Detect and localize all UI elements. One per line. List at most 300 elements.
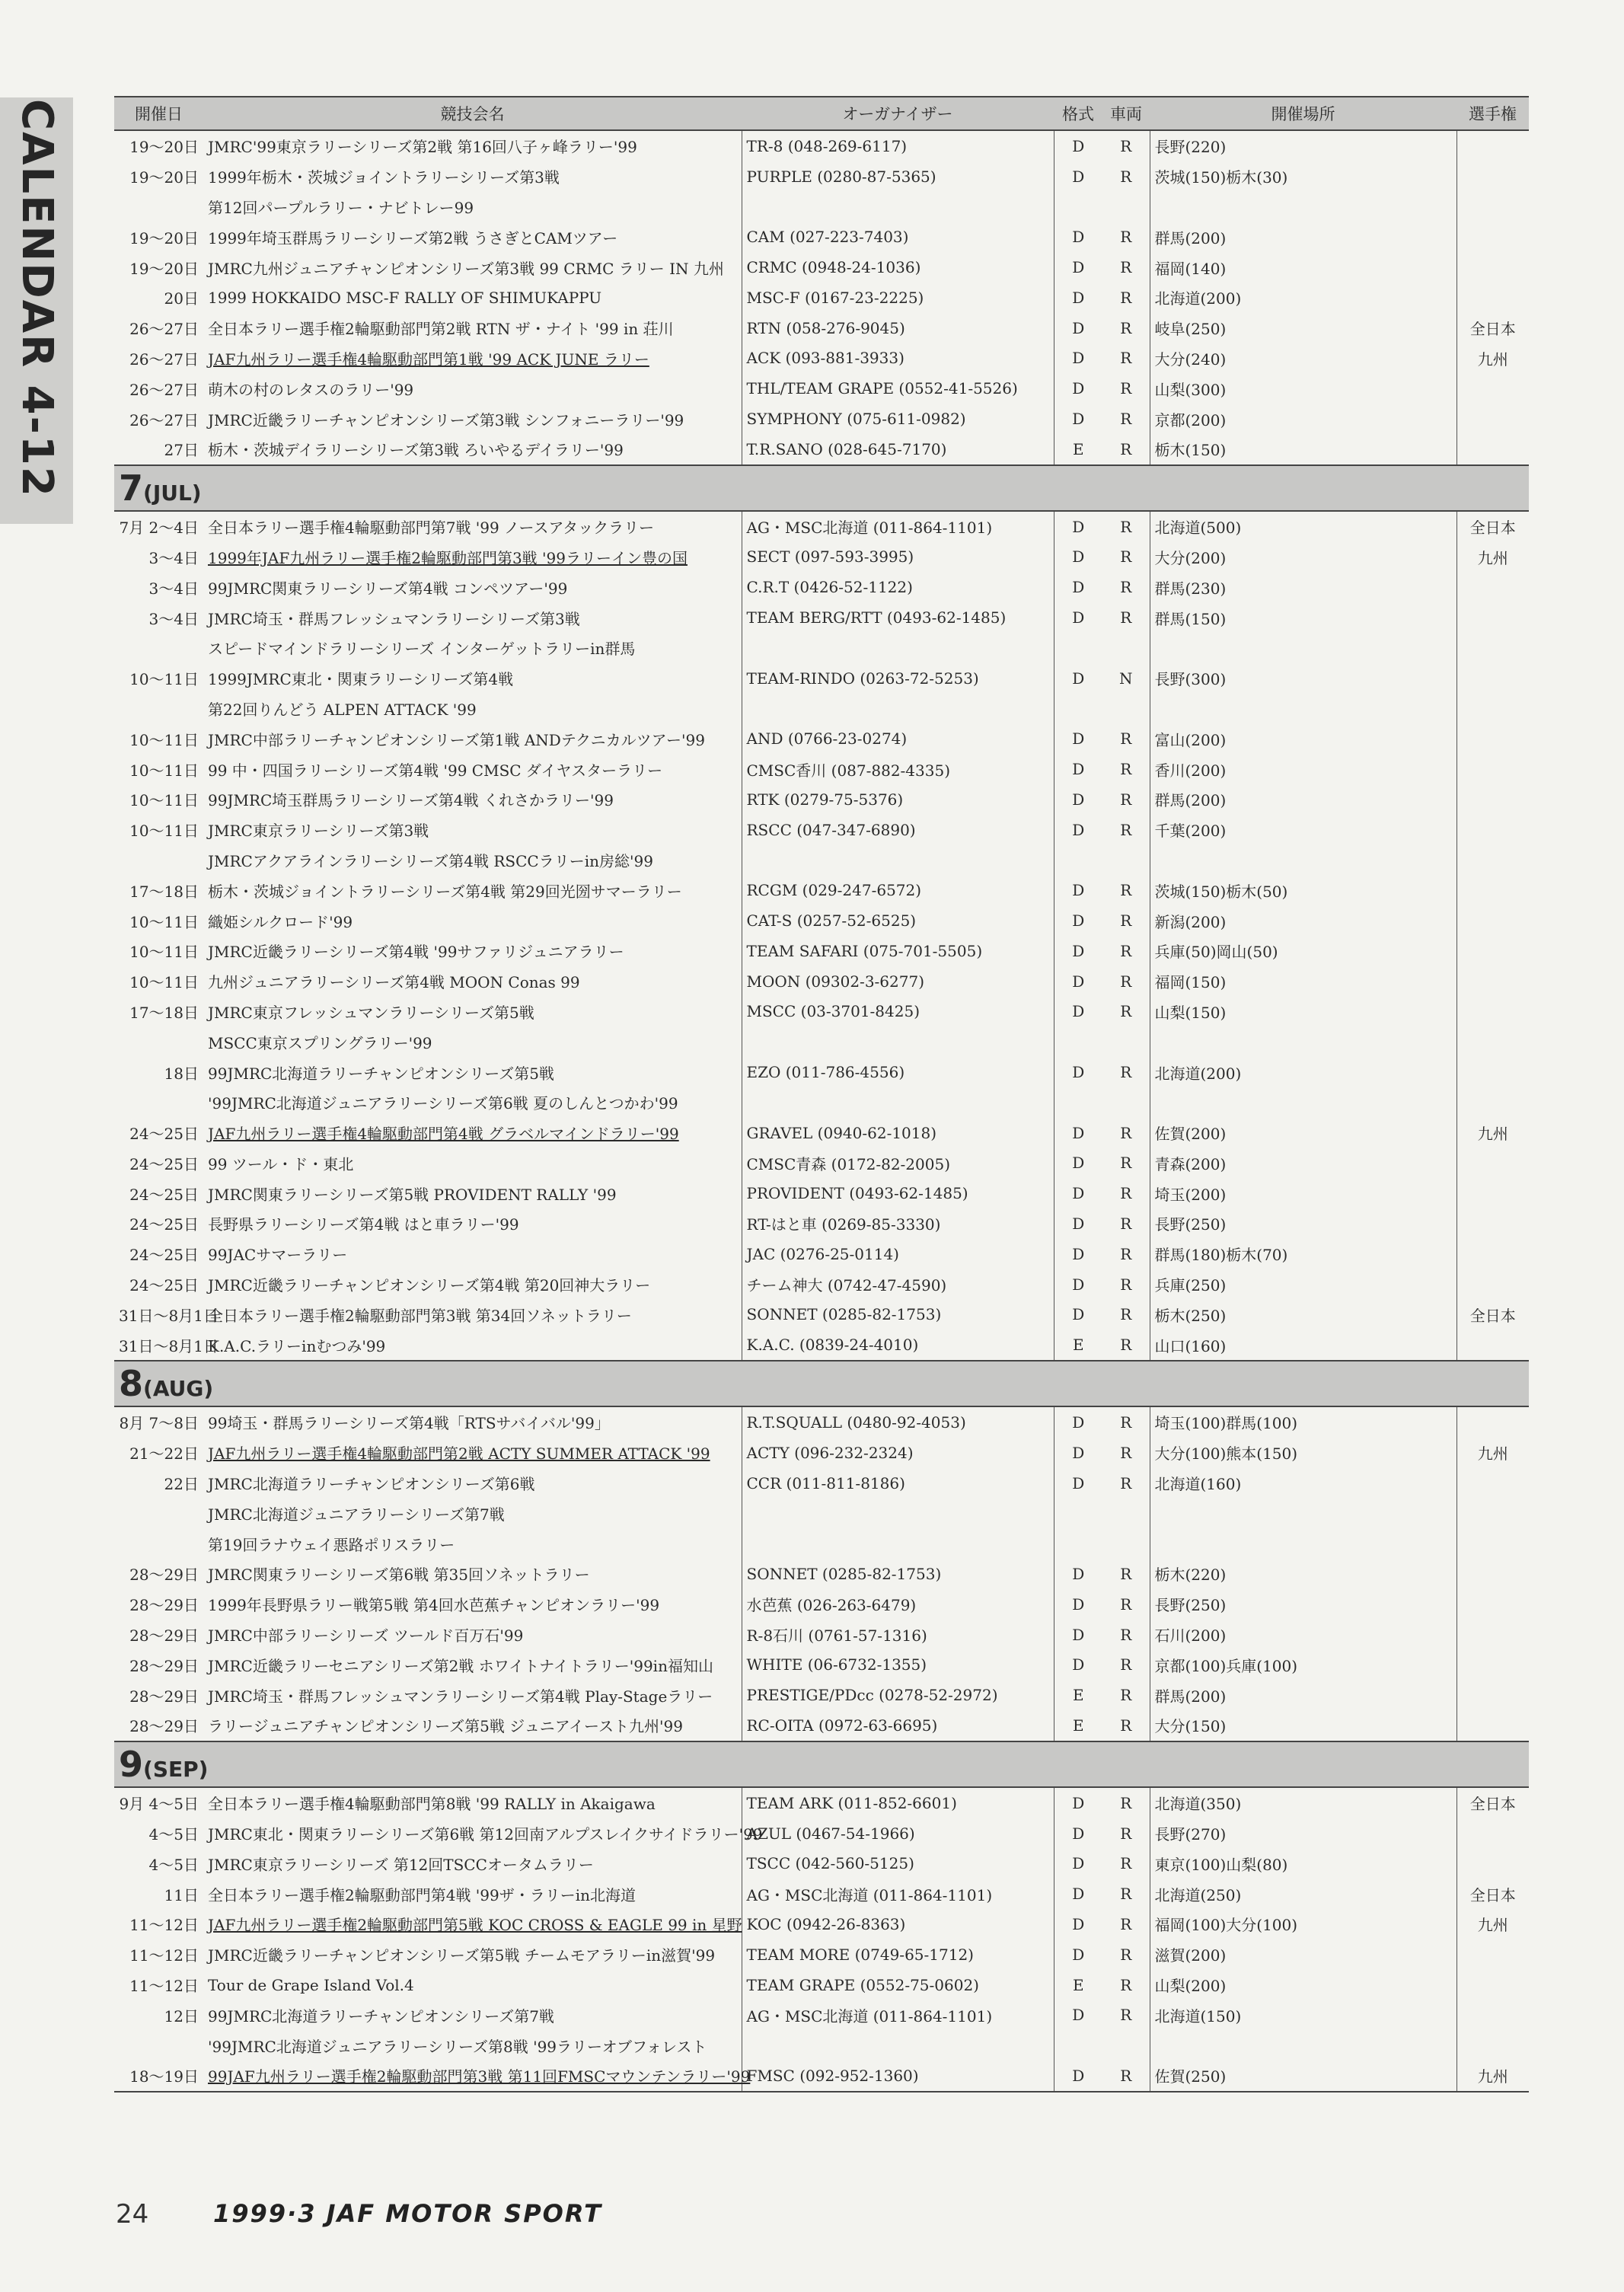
vehicle-class-cell [1102, 1787, 1150, 1818]
date-cell [114, 602, 203, 633]
format-cell-text: E [1072, 1716, 1084, 1735]
format-cell-text: D [1072, 1595, 1085, 1614]
championship-cell [1456, 1710, 1529, 1741]
vehicle-class-cell-text: R [1120, 517, 1132, 536]
format-cell [1054, 1939, 1102, 1970]
event-name-cell [203, 1057, 742, 1087]
format-cell-text: D [1072, 2006, 1085, 2025]
format-cell-text: D [1072, 1854, 1085, 1873]
event-name-cell-text: JMRC近畿ラリーチャンピオンシリーズ第5戦 チームモアラリーin滋賀'99 [208, 1946, 716, 1965]
championship-cell [1456, 1299, 1529, 1330]
vehicle-class-cell [1102, 1299, 1150, 1330]
month-header-row [114, 465, 1529, 511]
publication-title: 1999·3 JAF MOTOR SPORT [213, 2199, 602, 2228]
venue-cell [1150, 1680, 1456, 1710]
table-row [114, 875, 1529, 905]
championship-cell [1456, 1178, 1529, 1208]
championship-cell [1456, 784, 1529, 815]
vehicle-class-cell-text: R [1120, 578, 1132, 597]
event-name-cell [203, 1299, 742, 1330]
venue-cell [1150, 1148, 1456, 1179]
date-cell [114, 313, 203, 343]
venue-cell [1150, 1879, 1456, 1909]
championship-cell [1456, 875, 1529, 905]
vehicle-class-cell [1102, 161, 1150, 192]
venue-cell-text: 新潟(200) [1154, 912, 1227, 931]
vehicle-class-cell-text: R [1120, 608, 1132, 627]
table-row [114, 1559, 1529, 1589]
format-cell-text: D [1072, 1063, 1085, 1081]
date-cell [114, 1787, 203, 1818]
event-name-cell [203, 694, 742, 724]
format-cell-text: D [1072, 881, 1085, 900]
date-cell-text: 11～12日 [129, 1977, 199, 1996]
date-cell-text: 31日～8月1日 [119, 1336, 219, 1355]
vehicle-class-cell-text: R [1120, 1214, 1132, 1233]
organizer-cell-text: FMSC (092-952-1360) [746, 2066, 919, 2085]
organizer-cell [742, 404, 1054, 434]
organizer-cell-text: AND (0766-23-0274) [746, 729, 908, 749]
table-row [114, 1438, 1529, 1468]
venue-cell [1150, 542, 1456, 573]
format-cell-text: D [1072, 547, 1085, 567]
vehicle-class-cell [1102, 875, 1150, 905]
organizer-cell-text: PRESTIGE/PDcc (0278-52-2972) [746, 1686, 998, 1705]
organizer-cell-text: RTN (058-276-9045) [746, 318, 905, 337]
venue-cell [1150, 815, 1456, 845]
date-cell-text: 26～27日 [129, 350, 199, 369]
championship-cell-text: 全日本 [1469, 1885, 1516, 1904]
venue-cell-text: 埼玉(100)群馬(100) [1154, 1414, 1298, 1433]
organizer-cell-text: AG・MSC北海道 (011-864-1101) [746, 519, 993, 538]
date-cell-text: 10～11日 [129, 730, 199, 749]
month-name: (AUG) [143, 1376, 214, 1402]
vehicle-class-cell [1102, 1239, 1150, 1269]
venue-cell [1150, 161, 1456, 192]
vehicle-class-cell-text: R [1120, 1002, 1132, 1021]
event-name-cell-text: MSCC東京スプリングラリー'99 [208, 1033, 432, 1052]
table-row [114, 1330, 1529, 1361]
venue-cell [1150, 373, 1456, 404]
event-name-cell [203, 2061, 751, 2092]
championship-cell [1456, 1909, 1529, 1939]
organizer-cell [742, 192, 1054, 222]
format-cell-text: D [1072, 578, 1085, 597]
event-name-cell-text: 全日本ラリー選手権2輪駆動部門第4戦 '99ザ・ラリーin北海道 [208, 1885, 637, 1904]
event-name-cell [203, 815, 742, 845]
vehicle-class-cell [1102, 283, 1150, 313]
format-cell [1054, 602, 1102, 633]
organizer-cell-text: TEAM MORE (0749-65-1712) [746, 1945, 974, 1964]
organizer-cell [742, 1848, 1054, 1879]
table-row [114, 845, 1529, 876]
date-cell [114, 161, 203, 192]
format-cell [1054, 542, 1102, 573]
vehicle-class-cell [1102, 1438, 1150, 1468]
organizer-cell [742, 1787, 1054, 1818]
vehicle-class-cell [1102, 1559, 1150, 1589]
venue-cell-text: 香川(200) [1154, 761, 1227, 780]
table-row [114, 404, 1529, 434]
organizer-cell [742, 1148, 1054, 1179]
format-cell-text: D [1072, 1655, 1085, 1674]
event-name-cell [203, 1269, 742, 1300]
vehicle-class-cell-text: R [1120, 1154, 1132, 1173]
date-cell-text: 26～27日 [129, 320, 199, 339]
venue-cell-text: 群馬(200) [1154, 791, 1227, 810]
date-cell-text: 28～29日 [129, 1596, 199, 1615]
event-name-cell [203, 1710, 742, 1741]
venue-cell [1150, 663, 1456, 694]
month-number: 7 [119, 467, 144, 509]
date-cell-text: 10～11日 [129, 761, 199, 780]
date-cell-text: 31日～8月1日 [119, 1306, 219, 1325]
vehicle-class-cell [1102, 663, 1150, 694]
venue-cell [1150, 343, 1456, 374]
event-name-cell-text: 1999年栃木・茨城ジョイントラリーシリーズ第3戦 [208, 168, 560, 187]
date-cell [114, 633, 203, 663]
organizer-cell-text: SECT (097-593-3995) [746, 547, 914, 567]
organizer-cell-text: チーム神大 (0742-47-4590) [746, 1276, 947, 1295]
organizer-cell [742, 1330, 1054, 1361]
event-name-cell-text: 長野県ラリーシリーズ第4戦 はと車ラリー'99 [208, 1215, 519, 1234]
organizer-cell [742, 1680, 1054, 1710]
venue-cell-text: 福岡(150) [1154, 973, 1227, 992]
event-name-cell [203, 2000, 742, 2030]
venue-cell [1150, 130, 1456, 161]
date-cell [114, 815, 203, 845]
venue-cell [1150, 633, 1456, 663]
venue-cell [1150, 1649, 1456, 1680]
date-cell-text: 28～29日 [129, 1626, 199, 1646]
vehicle-class-cell [1102, 222, 1150, 252]
header-organizer: オーガナイザー [742, 97, 1054, 130]
date-cell-text: 12日 [164, 2006, 199, 2025]
vehicle-class-cell [1102, 1680, 1150, 1710]
format-cell-text: E [1072, 439, 1084, 458]
organizer-cell [742, 1406, 1054, 1438]
venue-cell [1150, 1559, 1456, 1589]
championship-cell-text: 九州 [1477, 2067, 1508, 2086]
venue-cell [1150, 313, 1456, 343]
event-name-cell-text: JMRCアクアラインラリーシリーズ第4戦 RSCCラリーin房総'99 [208, 851, 653, 870]
championship-cell-text: 九州 [1477, 548, 1508, 567]
format-cell [1054, 1299, 1102, 1330]
event-name-cell-text: JMRC近畿ラリーセニアシリーズ第2戦 ホワイトナイトラリー'99in福知山 [208, 1656, 713, 1675]
organizer-cell [742, 1118, 1054, 1148]
table-row [114, 1620, 1529, 1650]
organizer-cell-text: EZO (011-786-4556) [746, 1063, 905, 1081]
format-cell-text: D [1072, 258, 1085, 277]
venue-cell [1150, 1589, 1456, 1620]
table-row [114, 602, 1529, 633]
table-row [114, 1528, 1529, 1559]
month-header-row [114, 1741, 1529, 1787]
vehicle-class-cell [1102, 1087, 1150, 1118]
format-cell-text: D [1072, 517, 1085, 536]
format-cell-text: D [1072, 760, 1085, 779]
venue-cell [1150, 283, 1456, 313]
month-header [114, 1741, 1529, 1787]
date-cell-text: 24～25日 [129, 1154, 199, 1173]
vehicle-class-cell-text: R [1120, 1945, 1132, 1964]
vehicle-class-cell [1102, 1468, 1150, 1499]
venue-cell-text: 岐阜(250) [1154, 320, 1227, 339]
date-cell [114, 723, 203, 754]
championship-cell [1456, 511, 1529, 542]
date-cell [114, 2000, 203, 2030]
vehicle-class-cell [1102, 1620, 1150, 1650]
organizer-cell [742, 1468, 1054, 1499]
date-cell-text: 28～29日 [129, 1717, 199, 1736]
organizer-cell [742, 130, 1054, 161]
date-cell-text: 19～20日 [129, 259, 199, 278]
event-name-cell-text: 萌木の村のレタスのラリー'99 [208, 380, 414, 399]
table-row [114, 313, 1529, 343]
table-row [114, 936, 1529, 966]
championship-cell [1456, 2061, 1529, 2092]
format-cell [1054, 1787, 1102, 1818]
date-cell [114, 1589, 203, 1620]
venue-cell [1150, 1848, 1456, 1879]
vehicle-class-cell [1102, 1026, 1150, 1057]
vehicle-class-cell [1102, 2000, 1150, 2030]
date-cell-text: 3～4日 [148, 548, 199, 567]
date-cell [114, 784, 203, 815]
event-name-cell-text: JMRC近畿ラリーチャンピオンシリーズ第4戦 第20回神大ラリー [208, 1276, 651, 1295]
vehicle-class-cell-text: R [1120, 1473, 1132, 1492]
venue-cell-text: 大分(100)熊本(150) [1154, 1444, 1298, 1464]
championship-cell [1456, 404, 1529, 434]
organizer-cell [742, 1438, 1054, 1468]
format-cell [1054, 1406, 1102, 1438]
organizer-cell [742, 905, 1054, 936]
date-cell [114, 2030, 203, 2061]
championship-cell [1456, 966, 1529, 997]
format-cell-text: D [1072, 1885, 1085, 1904]
date-cell [114, 1057, 203, 1087]
date-cell [114, 130, 203, 161]
vehicle-class-cell-text: R [1120, 1564, 1132, 1583]
venue-cell-text: 北海道(350) [1154, 1795, 1242, 1814]
organizer-cell-text: MSCC (03-3701-8425) [746, 1002, 920, 1021]
event-name-cell-text: JMRC関東ラリーシリーズ第5戦 PROVIDENT RALLY '99 [208, 1185, 617, 1204]
event-name-cell-text: JAF九州ラリー選手権4輪駆動部門第2戦 ACTY SUMMER ATTACK '99 [208, 1444, 710, 1464]
date-cell [114, 875, 203, 905]
date-cell-text: 18日 [164, 1064, 199, 1083]
event-name-cell [203, 1559, 742, 1589]
month-section [114, 1741, 1529, 2092]
event-name-cell-text: JAF九州ラリー選手権4輪駆動部門第1戦 '99 ACK JUNE ラリー [208, 350, 649, 369]
organizer-cell [742, 815, 1054, 845]
venue-cell [1150, 875, 1456, 905]
date-cell [114, 1818, 203, 1849]
venue-cell [1150, 1909, 1456, 1939]
format-cell [1054, 905, 1102, 936]
organizer-cell [742, 723, 1054, 754]
event-name-cell [203, 2030, 742, 2061]
organizer-cell-text: RCGM (029-247-6572) [746, 881, 922, 900]
date-cell-text: 19～20日 [129, 138, 199, 157]
format-cell-text: D [1072, 669, 1085, 688]
format-cell [1054, 1026, 1102, 1057]
event-name-cell-text: 1999年JAF九州ラリー選手権2輪駆動部門第3戦 '99ラリーイン豊の国 [208, 548, 688, 567]
format-cell [1054, 130, 1102, 161]
venue-cell [1150, 511, 1456, 542]
venue-cell [1150, 192, 1456, 222]
table-row [114, 1818, 1529, 1849]
date-cell-text: 19～20日 [129, 168, 199, 187]
date-cell [114, 1848, 203, 1879]
vehicle-class-cell-text: R [1120, 1686, 1132, 1705]
table-row [114, 542, 1529, 573]
event-name-cell [203, 1848, 742, 1879]
date-cell-text: 11～12日 [129, 1946, 199, 1965]
event-name-cell [203, 1406, 742, 1438]
format-cell-text: D [1072, 820, 1085, 839]
vehicle-class-cell [1102, 815, 1150, 845]
format-cell [1054, 1970, 1102, 2000]
vehicle-class-cell-text: R [1120, 1975, 1132, 1994]
format-cell-text: D [1072, 729, 1085, 749]
venue-cell [1150, 1787, 1456, 1818]
format-cell-text: D [1072, 2066, 1085, 2085]
vehicle-class-cell-text: R [1120, 1625, 1132, 1644]
championship-cell [1456, 663, 1529, 694]
event-name-cell [203, 130, 742, 161]
venue-cell-text: 佐賀(200) [1154, 1125, 1227, 1144]
event-name-cell [203, 1087, 742, 1118]
organizer-cell-text: RSCC (047-347-6890) [746, 820, 916, 839]
championship-cell [1456, 1239, 1529, 1269]
format-cell [1054, 754, 1102, 784]
event-name-cell [203, 663, 742, 694]
championship-cell-text: 九州 [1477, 1444, 1508, 1464]
format-cell-text: D [1072, 1244, 1085, 1263]
organizer-cell [742, 1057, 1054, 1087]
vehicle-class-cell [1102, 343, 1150, 374]
organizer-cell [742, 1909, 1054, 1939]
venue-cell [1150, 434, 1456, 465]
month-header [114, 465, 1529, 511]
date-cell-text: 3～4日 [148, 579, 199, 598]
date-cell [114, 1559, 203, 1589]
venue-cell-text: 群馬(150) [1154, 609, 1227, 628]
championship-cell [1456, 434, 1529, 465]
venue-cell [1150, 1438, 1456, 1468]
table-row [114, 1787, 1529, 1818]
organizer-cell [742, 966, 1054, 997]
event-name-cell-text: 全日本ラリー選手権2輪駆動部門第2戦 RTN ザ・ナイト '99 in 荘川 [208, 320, 674, 339]
organizer-cell [742, 875, 1054, 905]
venue-cell [1150, 252, 1456, 283]
venue-cell-text: 長野(220) [1154, 138, 1227, 157]
vehicle-class-cell [1102, 602, 1150, 633]
date-cell-text: 10～11日 [129, 791, 199, 810]
organizer-cell [742, 754, 1054, 784]
event-name-cell-text: JMRC中部ラリーシリーズ ツールド百万石'99 [208, 1626, 524, 1646]
format-cell-text: D [1072, 1473, 1085, 1492]
championship-cell [1456, 845, 1529, 876]
vehicle-class-cell-text: R [1120, 1063, 1132, 1081]
format-cell-text: D [1072, 379, 1085, 398]
format-cell [1054, 572, 1102, 602]
event-name-cell-text: JAF九州ラリー選手権4輪駆動部門第4戦 グラベルマインドラリー'99 [208, 1125, 679, 1144]
venue-cell [1150, 1939, 1456, 1970]
format-cell [1054, 192, 1102, 222]
date-cell-text: 26～27日 [129, 410, 199, 429]
date-cell-text: 20日 [164, 289, 199, 308]
organizer-cell-text: RTK (0279-75-5376) [746, 790, 904, 809]
venue-cell-text: 茨城(150)栃木(30) [1154, 168, 1288, 187]
venue-cell-text: 大分(200) [1154, 548, 1227, 567]
organizer-cell [742, 845, 1054, 876]
vehicle-class-cell [1102, 192, 1150, 222]
month-section [114, 130, 1529, 465]
table-row [114, 1239, 1529, 1269]
organizer-cell [742, 1818, 1054, 1849]
date-cell-text: 21～22日 [129, 1444, 199, 1464]
date-cell [114, 966, 203, 997]
format-cell [1054, 936, 1102, 966]
date-cell [114, 222, 203, 252]
format-cell-text: D [1072, 1945, 1085, 1964]
vehicle-class-cell [1102, 1939, 1150, 1970]
event-name-cell [203, 252, 742, 283]
date-cell-text: 26～27日 [129, 380, 199, 399]
event-name-cell-text: JMRC埼玉・群馬フレッシュマンラリーシリーズ第4戦 Play-Stageラリー [208, 1687, 713, 1706]
table-header-row [114, 97, 1529, 130]
organizer-cell-text: CMSC青森 (0172-82-2005) [746, 1154, 951, 1173]
organizer-cell-text: AG・MSC北海道 (011-864-1101) [746, 1885, 993, 1904]
vehicle-class-cell-text: R [1120, 1914, 1132, 1933]
format-cell [1054, 1330, 1102, 1361]
table-row [114, 663, 1529, 694]
championship-cell [1456, 1680, 1529, 1710]
vehicle-class-cell [1102, 723, 1150, 754]
championship-cell [1456, 1026, 1529, 1057]
event-name-cell [203, 1468, 742, 1499]
event-name-cell [203, 1649, 742, 1680]
vehicle-class-cell-text: R [1120, 136, 1132, 155]
table-row [114, 1589, 1529, 1620]
venue-cell [1150, 1208, 1456, 1239]
vehicle-class-cell-text: R [1120, 790, 1132, 809]
vehicle-class-cell [1102, 1970, 1150, 2000]
event-name-cell-text: JMRC中部ラリーチャンピオンシリーズ第1戦 ANDテクニカルツアー'99 [208, 730, 705, 749]
table-row [114, 1649, 1529, 1680]
vehicle-class-cell-text: R [1120, 167, 1132, 186]
vehicle-class-cell [1102, 1118, 1150, 1148]
vehicle-class-cell [1102, 633, 1150, 663]
vehicle-class-cell [1102, 511, 1150, 542]
event-name-cell-text: 99 中・四国ラリーシリーズ第4戦 '99 CMSC ダイヤスターラリー [208, 761, 663, 780]
championship-cell [1456, 2030, 1529, 2061]
organizer-cell-text: SYMPHONY (075-611-0982) [746, 410, 966, 429]
event-name-cell-text: 全日本ラリー選手権4輪駆動部門第7戦 '99 ノースアタックラリー [208, 519, 655, 538]
date-cell [114, 997, 203, 1027]
vehicle-class-cell-text: R [1120, 1184, 1132, 1203]
championship-cell [1456, 2000, 1529, 2030]
organizer-cell-text: RC-OITA (0972-63-6695) [746, 1716, 938, 1735]
format-cell-text: D [1072, 410, 1085, 429]
organizer-cell-text: CMSC香川 (087-882-4335) [746, 761, 951, 780]
venue-cell [1150, 1299, 1456, 1330]
venue-cell-text: 栃木(150) [1154, 441, 1227, 460]
event-name-cell [203, 373, 742, 404]
organizer-cell [742, 1970, 1054, 2000]
organizer-cell [742, 313, 1054, 343]
